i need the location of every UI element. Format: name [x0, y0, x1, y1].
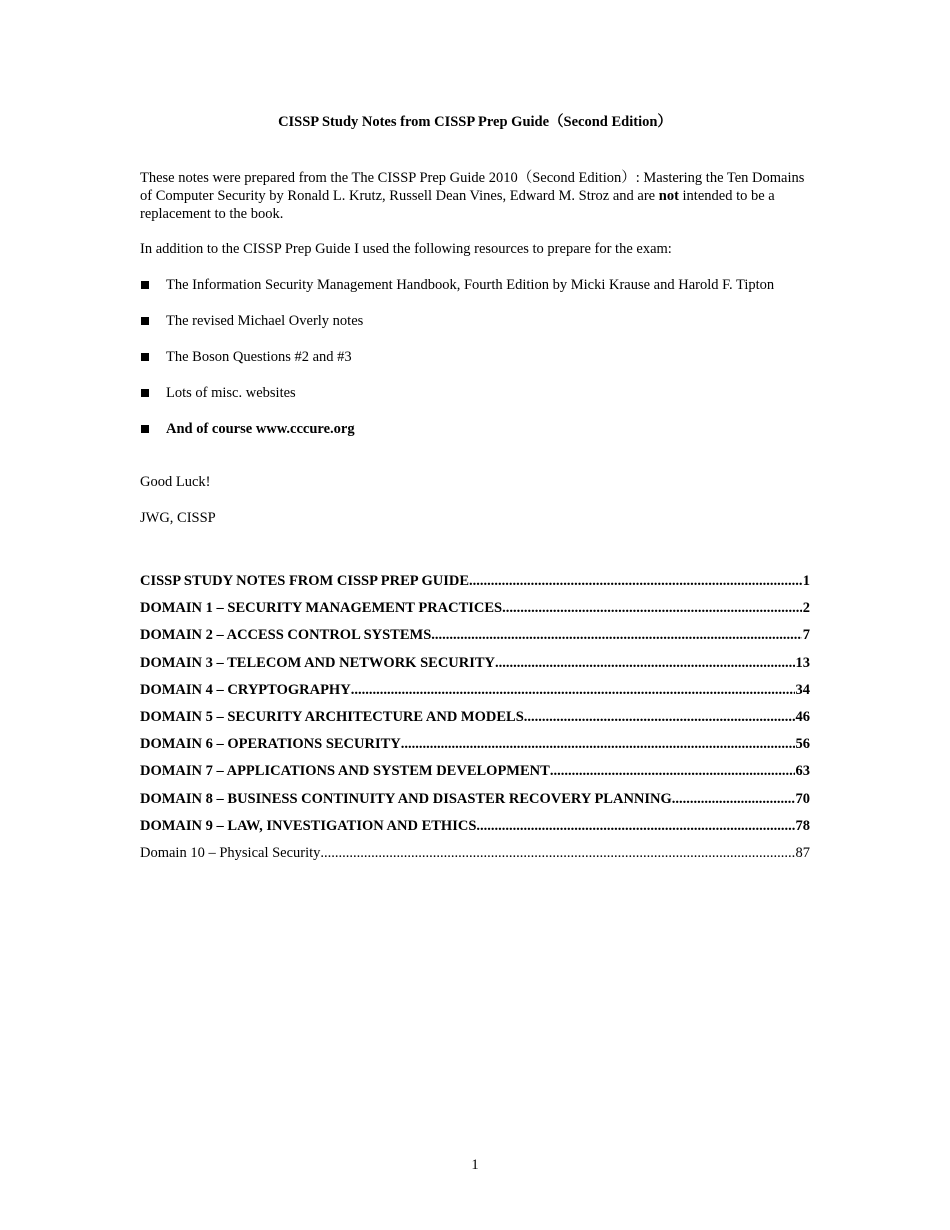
toc-entry-label: DOMAIN 3 – TELECOM AND NETWORK SECURITY	[140, 654, 496, 671]
intro-paragraph	[140, 169, 810, 223]
toc-entry-label: DOMAIN 1 – SECURITY MANAGEMENT PRACTICES	[140, 600, 503, 617]
toc-dot-leader	[351, 681, 795, 699]
toc-dot-leader	[672, 790, 795, 808]
toc-entry-page: 70	[795, 790, 810, 807]
toc-entry-page: 1	[802, 573, 810, 589]
resources-list	[140, 276, 810, 456]
toc-dot-leader	[502, 599, 802, 617]
toc-entry[interactable]	[140, 790, 810, 817]
toc-entry[interactable]	[140, 762, 810, 789]
toc-entry-label: DOMAIN 2 – ACCESS CONTROL SYSTEMS	[140, 627, 432, 644]
toc-entry[interactable]	[140, 572, 810, 599]
list-item-text: The revised Michael Overly notes	[166, 313, 364, 329]
list-item	[140, 384, 810, 402]
toc-entry-page: 56	[795, 736, 810, 753]
toc-dot-leader	[469, 572, 802, 590]
list-item-text: And of course www.cccure.org	[166, 421, 355, 437]
toc-entry[interactable]	[140, 654, 810, 681]
intro-text-end: intended to be a replacement to the book.	[140, 188, 775, 222]
toc-entry-page: 7	[802, 627, 810, 644]
square-bullet-icon	[141, 281, 149, 289]
toc-entry[interactable]	[140, 681, 810, 708]
toc-entry[interactable]	[140, 844, 810, 871]
toc-dot-leader	[495, 654, 794, 672]
toc-entry-page: 34	[795, 681, 810, 698]
intro-text-start: These notes were prepared from the The CISSP Prep Guide 2010（Second Edition）: Mastering the Ten Domains of Computer Security by Ronald L. Krutz, Russell Dean Vines, Edward M. Stroz and are	[140, 170, 805, 204]
resources-intro-paragraph: In addition to the CISSP Prep Guide I used the following resources to prepare for the exam:	[140, 241, 672, 257]
list-item	[140, 312, 810, 330]
toc-entry-label: DOMAIN 8 – BUSINESS CONTINUITY AND DISASTER RECOVERY PLANNING	[140, 790, 672, 807]
toc-entry[interactable]	[140, 599, 810, 626]
square-bullet-icon	[141, 317, 149, 325]
toc-entry-label: DOMAIN 6 – OPERATIONS SECURITY	[140, 736, 401, 753]
list-item	[140, 420, 810, 438]
toc-entry[interactable]	[140, 708, 810, 735]
signature-text: JWG, CISSP	[140, 510, 216, 526]
intro-bold-word: not	[658, 188, 679, 204]
toc-entry[interactable]	[140, 735, 810, 762]
toc-entry-label: DOMAIN 4 – CRYPTOGRAPHY	[140, 681, 351, 698]
list-item-text: The Boson Questions #2 and #3	[166, 349, 352, 365]
list-item-text: Lots of misc. websites	[166, 385, 296, 401]
toc-entry[interactable]	[140, 817, 810, 844]
list-item-text: The Information Security Management Handbook, Fourth Edition by Micki Krause and Harold F. Tipton	[166, 277, 775, 293]
toc-dot-leader	[401, 735, 795, 753]
toc-dot-leader	[524, 708, 795, 726]
page-number: 1	[471, 1157, 479, 1173]
toc-entry-label: DOMAIN 9 – LAW, INVESTIGATION AND ETHICS	[140, 817, 477, 834]
document-title: CISSP Study Notes from CISSP Prep Guide（Second Edition）	[278, 114, 672, 130]
square-bullet-icon	[141, 425, 149, 433]
toc-dot-leader	[320, 844, 794, 862]
square-bullet-icon	[141, 389, 149, 397]
table-of-contents	[140, 572, 810, 871]
toc-entry-label: CISSP STUDY NOTES FROM CISSP PREP GUIDE	[140, 573, 470, 589]
list-item	[140, 348, 810, 366]
closing-text: Good Luck!	[140, 474, 211, 490]
toc-dot-leader	[431, 626, 801, 644]
toc-entry-page: 87	[795, 844, 810, 861]
list-item	[140, 276, 810, 294]
toc-entry-page: 2	[802, 600, 810, 617]
toc-entry-page: 46	[795, 708, 810, 725]
toc-dot-leader	[476, 817, 794, 835]
toc-entry-label: DOMAIN 7 – APPLICATIONS AND SYSTEM DEVELOPMENT	[140, 763, 550, 780]
toc-entry-page: 78	[795, 817, 810, 834]
toc-entry-label: Domain 10 – Physical Security	[140, 844, 321, 861]
toc-dot-leader	[550, 762, 795, 780]
toc-entry-label: DOMAIN 5 – SECURITY ARCHITECTURE AND MODELS	[140, 708, 524, 725]
toc-entry-page: 63	[795, 763, 810, 780]
toc-entry[interactable]	[140, 626, 810, 653]
toc-entry-page: 13	[795, 654, 810, 671]
square-bullet-icon	[141, 353, 149, 361]
